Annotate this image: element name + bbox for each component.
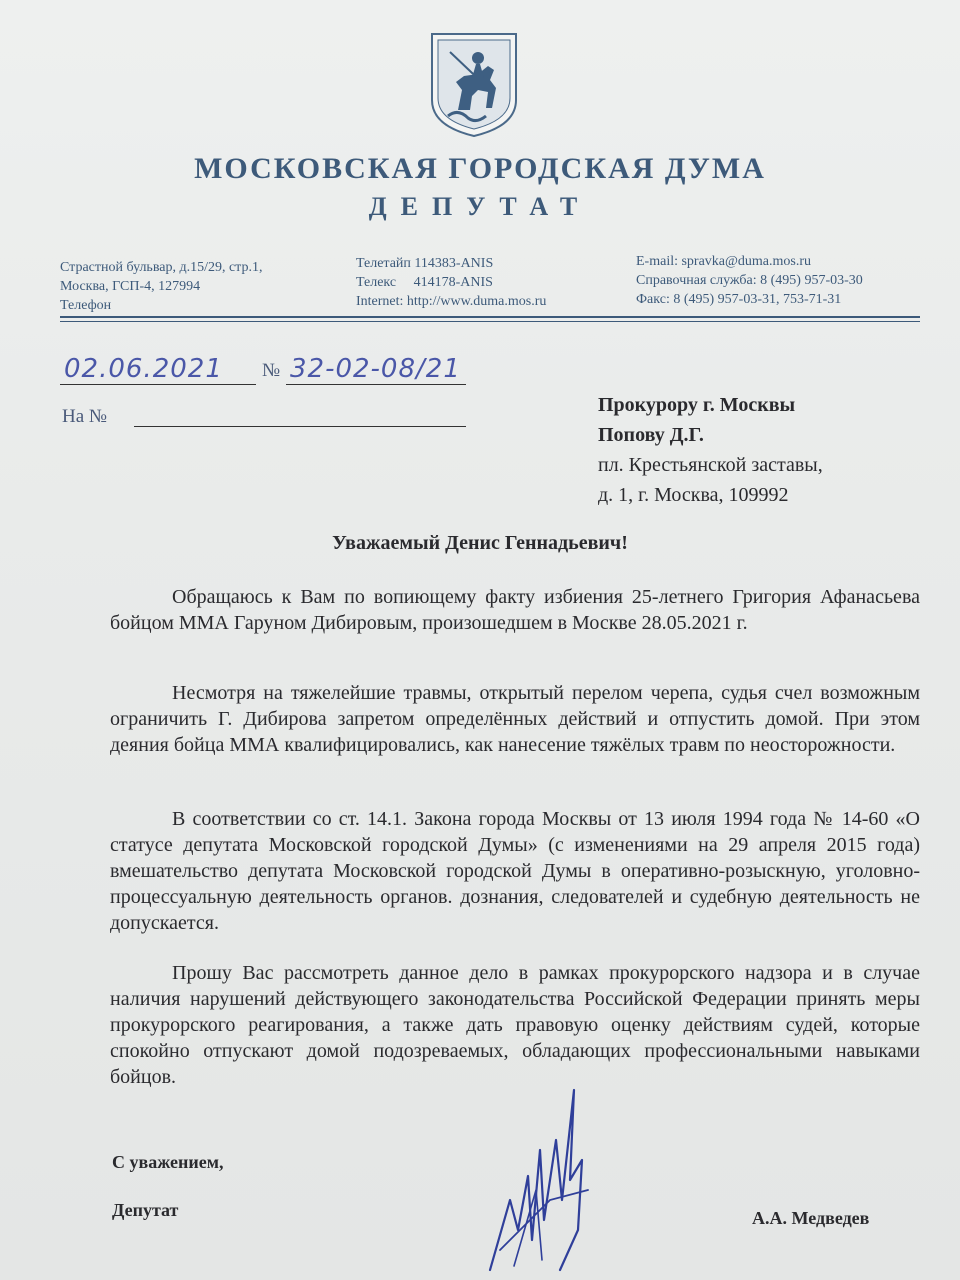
addressee-name: Попову Д.Г. (598, 424, 704, 446)
contact-teletype: Телетайп 114383-ANIS (356, 256, 494, 271)
reply-number-underline (134, 426, 466, 427)
letter-date: 02.06.2021 (64, 354, 223, 384)
contact-email-block (636, 252, 863, 309)
contact-address-line: Москва, ГСП-4, 127994 (60, 279, 201, 294)
contact-info-service: Справочная служба: 8 (495) 957-03-30 (636, 273, 863, 288)
signatory-name: А.А. Медведев (752, 1208, 870, 1228)
addressee-title: Прокурору г. Москвы (598, 394, 796, 416)
body-paragraph: Обращаюсь к Вам по вопиющему факту избиения 25-летнего Григория Афанасьева бойцом ММА Гаруном Дибировым, произошедшем в Москве 28.05.2021 г. (110, 586, 920, 634)
letterhead-divider (60, 316, 920, 318)
addressee-city: д. 1, г. Москва, 109992 (598, 484, 789, 506)
contact-fax: Факс: 8 (495) 957-03-31, 753-71-31 (636, 292, 842, 307)
letterhead-divider-thin (60, 321, 920, 322)
addressee-block (598, 390, 823, 510)
body-paragraph: Несмотря на тяжелейшие травмы, открытый перелом черепа, судья счел возможным ограничить Г. Дибирова запретом определённых действий и отпустить домой. При этом деяния бойца ММА квалифицировались, как нанесение тяжёлых травм по неосторожности. (110, 682, 920, 756)
body-paragraph: В соответствии со ст. 14.1. Закона города Москвы от 13 июля 1994 года № 14-60 «О статусе депутата Московской городской Думы» (с изменениями на 29 апреля 2015 года) вмешательство депутата Московской городской Думы в оперативно-розыскную, уголовно-процессуальную деятельность органов. дознания, следователей и судебную деятельность не допускается. (110, 808, 920, 934)
signature-mark (470, 1080, 610, 1276)
letter-number: 32-02-08/21 (290, 354, 461, 384)
letterhead-role: ДЕПУТАТ (368, 192, 592, 221)
contact-address-line: Страстной бульвар, д.15/29, стр.1, (60, 260, 263, 275)
reply-number-label: На № (62, 406, 108, 427)
number-underline (286, 384, 466, 385)
closing-regards: С уважением, (112, 1152, 224, 1172)
contact-telex: Телекс 414178-ANIS (356, 275, 493, 290)
signatory-title: Депутат (112, 1200, 179, 1220)
contact-address-block (60, 258, 262, 315)
number-label: № (262, 360, 281, 381)
contact-internet: Internet: http://www.duma.mos.ru (356, 294, 547, 309)
body-paragraph: Прошу Вас рассмотреть данное дело в рамках прокурорского надзора и в случае наличия нарушений действующего законодательства Российской Федерации принять меры прокурорского реагирования, а также дать правовую оценку действиям судей, которые спокойно отпускают домой подозреваемых, обладающих профессиональными навыками бойцов. (110, 962, 920, 1088)
letterhead-org-name: МОСКОВСКАЯ ГОРОДСКАЯ ДУМА (194, 152, 766, 185)
moscow-coat-of-arms-icon (428, 30, 520, 138)
salutation: Уважаемый Денис Геннадьевич! (332, 532, 628, 554)
date-underline (60, 384, 256, 385)
addressee-street: пл. Крестьянской заставы, (598, 454, 823, 476)
contact-telex-block (356, 254, 546, 311)
contact-phone-label: Телефон (60, 298, 112, 313)
contact-email: E-mail: spravka@duma.mos.ru (636, 254, 812, 269)
